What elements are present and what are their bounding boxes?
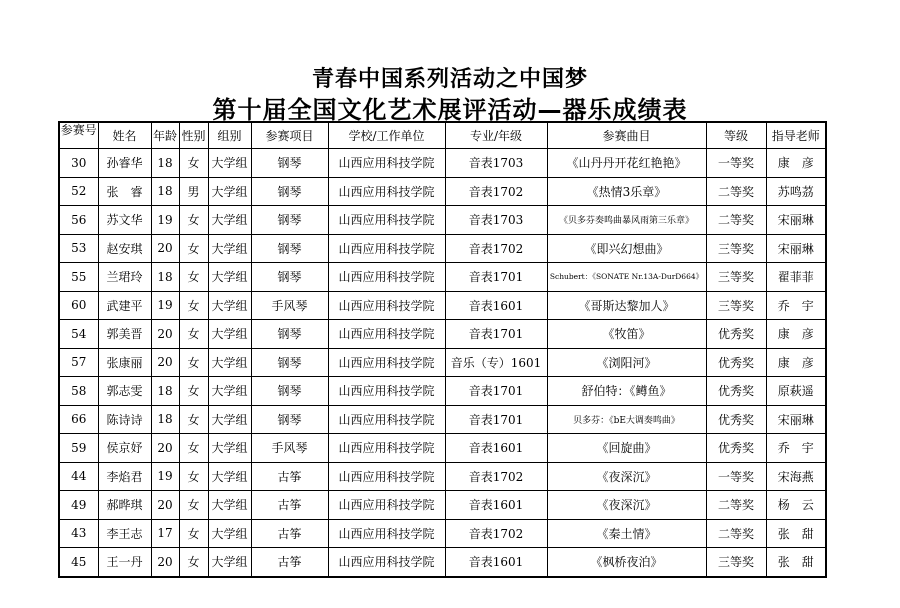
table-row: [59, 348, 826, 377]
cell-piece: 舒伯特：《鳟鱼》: [547, 377, 706, 406]
cell-piece: 《贝多芬奏鸣曲暴风雨第三乐章》: [547, 206, 706, 235]
cell-gender: 女: [179, 548, 208, 577]
cell-group: 大学组: [208, 434, 251, 463]
cell-group: 大学组: [208, 177, 251, 206]
cell-age: 18: [151, 263, 179, 292]
cell-age: 20: [151, 348, 179, 377]
cell-award: 三等奖: [706, 548, 766, 577]
cell-name: 张 睿: [98, 177, 151, 206]
cell-entry-number: 56: [59, 206, 98, 235]
cell-major-grade: 音表1702: [445, 177, 547, 206]
cell-piece: 《浏阳河》: [547, 348, 706, 377]
cell-piece: 《山丹丹开花红艳艳》: [547, 149, 706, 178]
cell-instrument: 钢琴: [251, 177, 328, 206]
cell-award: 优秀奖: [706, 348, 766, 377]
cell-major-grade: 音表1702: [445, 519, 547, 548]
table-body: [59, 149, 826, 577]
cell-award: 三等奖: [706, 291, 766, 320]
cell-gender: 女: [179, 434, 208, 463]
cell-piece: 《枫桥夜泊》: [547, 548, 706, 577]
cell-entry-number: 60: [59, 291, 98, 320]
cell-piece: 《秦土情》: [547, 519, 706, 548]
cell-group: 大学组: [208, 263, 251, 292]
header-entry-number: 参赛号: [59, 122, 98, 149]
cell-school: 山西应用科技学院: [328, 263, 445, 292]
cell-name: 陈诗诗: [98, 405, 151, 434]
cell-award: 优秀奖: [706, 434, 766, 463]
cell-award: 三等奖: [706, 263, 766, 292]
title-line-1: 青春中国系列活动之中国梦: [311, 67, 588, 92]
cell-group: 大学组: [208, 348, 251, 377]
cell-instrument: 古筝: [251, 491, 328, 520]
cell-age: 20: [151, 234, 179, 263]
cell-award: 二等奖: [706, 491, 766, 520]
cell-teacher: 苏鸣茘: [766, 177, 826, 206]
cell-name: 王一丹: [98, 548, 151, 577]
cell-entry-number: 59: [59, 434, 98, 463]
cell-school: 山西应用科技学院: [328, 149, 445, 178]
cell-teacher: 宋丽琳: [766, 234, 826, 263]
cell-major-grade: 音表1702: [445, 234, 547, 263]
cell-teacher: 康 彦: [766, 149, 826, 178]
cell-name: 兰珺玲: [98, 263, 151, 292]
header-instrument: 参赛项目: [251, 122, 328, 149]
cell-teacher: 乔 宇: [766, 291, 826, 320]
cell-instrument: 手风琴: [251, 434, 328, 463]
cell-school: 山西应用科技学院: [328, 377, 445, 406]
cell-age: 19: [151, 206, 179, 235]
cell-major-grade: 音乐（专）1601: [445, 348, 547, 377]
cell-entry-number: 57: [59, 348, 98, 377]
table-row: [59, 491, 826, 520]
cell-age: 20: [151, 491, 179, 520]
cell-teacher: 康 彦: [766, 320, 826, 349]
cell-group: 大学组: [208, 291, 251, 320]
cell-piece: 《夜深沉》: [547, 491, 706, 520]
cell-instrument: 钢琴: [251, 149, 328, 178]
cell-name: 李王志: [98, 519, 151, 548]
header-piece: 参赛曲目: [547, 122, 706, 149]
cell-instrument: 古筝: [251, 548, 328, 577]
cell-major-grade: 音表1601: [445, 548, 547, 577]
cell-school: 山西应用科技学院: [328, 348, 445, 377]
cell-name: 苏文华: [98, 206, 151, 235]
cell-school: 山西应用科技学院: [328, 434, 445, 463]
cell-group: 大学组: [208, 149, 251, 178]
cell-age: 18: [151, 177, 179, 206]
cell-group: 大学组: [208, 234, 251, 263]
cell-major-grade: 音表1702: [445, 462, 547, 491]
cell-group: 大学组: [208, 548, 251, 577]
cell-name: 郭美晋: [98, 320, 151, 349]
cell-major-grade: 音表1703: [445, 149, 547, 178]
cell-age: 20: [151, 320, 179, 349]
cell-major-grade: 音表1701: [445, 405, 547, 434]
cell-major-grade: 音表1701: [445, 377, 547, 406]
cell-entry-number: 43: [59, 519, 98, 548]
cell-school: 山西应用科技学院: [328, 462, 445, 491]
cell-award: 优秀奖: [706, 377, 766, 406]
title-line-2: 第十届全国文化艺术展评活动—器乐成绩表: [212, 96, 688, 124]
header-row: [59, 122, 826, 149]
cell-teacher: 宋丽琳: [766, 206, 826, 235]
cell-gender: 女: [179, 462, 208, 491]
cell-name: 郭志雯: [98, 377, 151, 406]
cell-award: 三等奖: [706, 234, 766, 263]
table-row: [59, 291, 826, 320]
cell-school: 山西应用科技学院: [328, 405, 445, 434]
cell-group: 大学组: [208, 206, 251, 235]
cell-name: 郝晔琪: [98, 491, 151, 520]
cell-school: 山西应用科技学院: [328, 291, 445, 320]
table-row: [59, 263, 826, 292]
cell-award: 一等奖: [706, 462, 766, 491]
cell-instrument: 古筝: [251, 462, 328, 491]
cell-piece: 《哥斯达黎加人》: [547, 291, 706, 320]
cell-instrument: 钢琴: [251, 405, 328, 434]
cell-name: 李焰君: [98, 462, 151, 491]
cell-teacher: 张 甜: [766, 519, 826, 548]
cell-entry-number: 53: [59, 234, 98, 263]
cell-instrument: 钢琴: [251, 263, 328, 292]
cell-entry-number: 49: [59, 491, 98, 520]
cell-group: 大学组: [208, 519, 251, 548]
cell-group: 大学组: [208, 320, 251, 349]
header-award: 等级: [706, 122, 766, 149]
results-table: [58, 121, 827, 578]
cell-instrument: 古筝: [251, 519, 328, 548]
cell-entry-number: 54: [59, 320, 98, 349]
cell-age: 19: [151, 291, 179, 320]
table-row: [59, 149, 826, 178]
cell-gender: 女: [179, 405, 208, 434]
cell-teacher: 翟菲菲: [766, 263, 826, 292]
cell-name: 侯京妤: [98, 434, 151, 463]
cell-instrument: 钢琴: [251, 234, 328, 263]
table-row: [59, 377, 826, 406]
cell-group: 大学组: [208, 377, 251, 406]
table-row: [59, 320, 826, 349]
cell-piece: Schubert：《SONATE Nr.13A-DurD664》: [547, 263, 706, 292]
header-school: 学校/工作单位: [328, 122, 445, 149]
cell-instrument: 钢琴: [251, 348, 328, 377]
cell-piece: 《夜深沉》: [547, 462, 706, 491]
cell-instrument: 钢琴: [251, 377, 328, 406]
cell-gender: 女: [179, 149, 208, 178]
cell-award: 优秀奖: [706, 405, 766, 434]
table-row: [59, 234, 826, 263]
cell-instrument: 钢琴: [251, 206, 328, 235]
table-row: [59, 548, 826, 577]
cell-major-grade: 音表1601: [445, 434, 547, 463]
cell-gender: 女: [179, 263, 208, 292]
cell-instrument: 钢琴: [251, 320, 328, 349]
cell-major-grade: 音表1703: [445, 206, 547, 235]
cell-award: 一等奖: [706, 149, 766, 178]
cell-award: 优秀奖: [706, 320, 766, 349]
cell-piece: 《即兴幻想曲》: [547, 234, 706, 263]
cell-school: 山西应用科技学院: [328, 320, 445, 349]
cell-teacher: 乔 宇: [766, 434, 826, 463]
cell-entry-number: 45: [59, 548, 98, 577]
cell-teacher: 张 甜: [766, 548, 826, 577]
cell-piece: 《热情3乐章》: [547, 177, 706, 206]
table-row: [59, 519, 826, 548]
cell-entry-number: 55: [59, 263, 98, 292]
cell-piece: 《牧笛》: [547, 320, 706, 349]
cell-gender: 女: [179, 291, 208, 320]
cell-age: 17: [151, 519, 179, 548]
cell-instrument: 手风琴: [251, 291, 328, 320]
cell-major-grade: 音表1601: [445, 491, 547, 520]
cell-age: 19: [151, 462, 179, 491]
cell-entry-number: 58: [59, 377, 98, 406]
header-major-grade: 专业/年级: [445, 122, 547, 149]
header-name: 姓名: [98, 122, 151, 149]
cell-gender: 女: [179, 377, 208, 406]
table-row: [59, 177, 826, 206]
cell-school: 山西应用科技学院: [328, 177, 445, 206]
cell-name: 赵安琪: [98, 234, 151, 263]
cell-group: 大学组: [208, 462, 251, 491]
cell-award: 二等奖: [706, 206, 766, 235]
cell-age: 20: [151, 548, 179, 577]
cell-teacher: 宋丽琳: [766, 405, 826, 434]
cell-school: 山西应用科技学院: [328, 234, 445, 263]
cell-gender: 男: [179, 177, 208, 206]
cell-age: 20: [151, 434, 179, 463]
table-row: [59, 206, 826, 235]
cell-name: 武建平: [98, 291, 151, 320]
cell-school: 山西应用科技学院: [328, 491, 445, 520]
cell-teacher: 原萩遥: [766, 377, 826, 406]
cell-gender: 女: [179, 320, 208, 349]
cell-major-grade: 音表1701: [445, 320, 547, 349]
cell-major-grade: 音表1701: [445, 263, 547, 292]
cell-major-grade: 音表1601: [445, 291, 547, 320]
cell-school: 山西应用科技学院: [328, 206, 445, 235]
cell-teacher: 宋海燕: [766, 462, 826, 491]
cell-gender: 女: [179, 206, 208, 235]
cell-piece: 《回旋曲》: [547, 434, 706, 463]
cell-school: 山西应用科技学院: [328, 519, 445, 548]
header-group: 组别: [208, 122, 251, 149]
cell-school: 山西应用科技学院: [328, 548, 445, 577]
cell-teacher: 杨 云: [766, 491, 826, 520]
cell-age: 18: [151, 405, 179, 434]
cell-entry-number: 30: [59, 149, 98, 178]
cell-gender: 女: [179, 519, 208, 548]
table-row: [59, 462, 826, 491]
cell-teacher: 康 彦: [766, 348, 826, 377]
cell-piece: 贝多芬：《bE大调奏鸣曲》: [547, 405, 706, 434]
cell-age: 18: [151, 149, 179, 178]
table-row: [59, 405, 826, 434]
cell-group: 大学组: [208, 405, 251, 434]
header-teacher: 指导老师: [766, 122, 826, 149]
cell-name: 孙睿华: [98, 149, 151, 178]
cell-entry-number: 66: [59, 405, 98, 434]
cell-award: 二等奖: [706, 177, 766, 206]
cell-gender: 女: [179, 234, 208, 263]
header-gender: 性别: [179, 122, 208, 149]
cell-gender: 女: [179, 491, 208, 520]
cell-award: 二等奖: [706, 519, 766, 548]
header-age: 年龄: [151, 122, 179, 149]
cell-gender: 女: [179, 348, 208, 377]
table-row: [59, 434, 826, 463]
cell-entry-number: 52: [59, 177, 98, 206]
cell-name: 张康丽: [98, 348, 151, 377]
cell-group: 大学组: [208, 491, 251, 520]
cell-age: 18: [151, 377, 179, 406]
cell-entry-number: 44: [59, 462, 98, 491]
